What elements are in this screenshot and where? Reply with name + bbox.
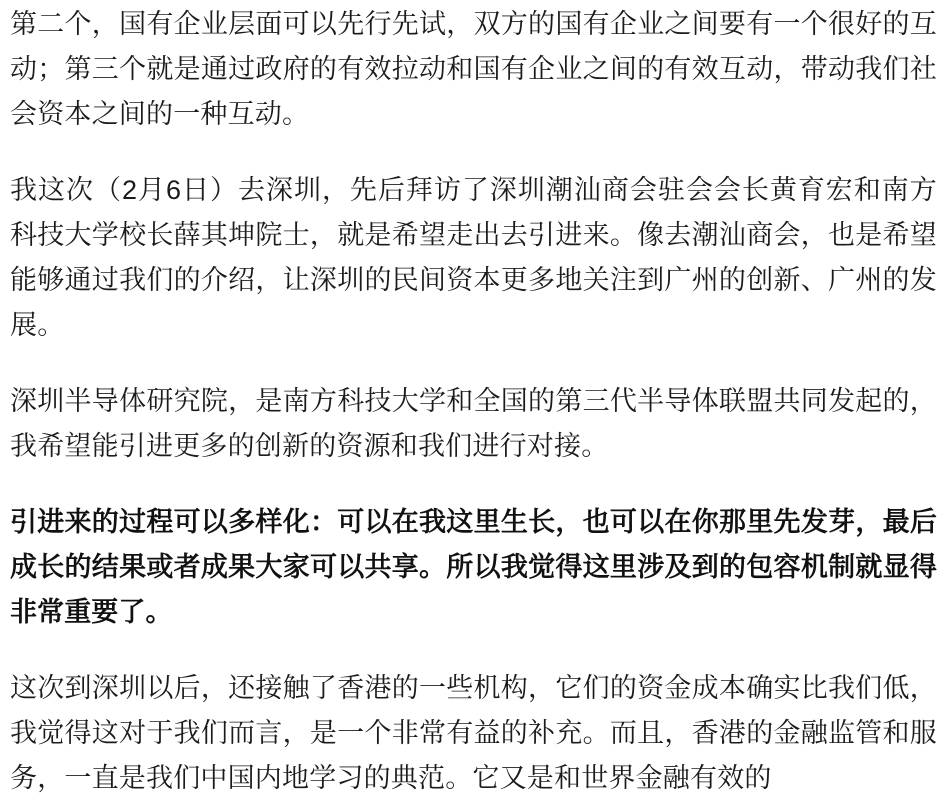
paragraph-5: 这次到深圳以后，还接触了香港的一些机构，它们的资金成本确实比我们低，我觉得这对于我们而言，是一个非常有益的补充。而且，香港的金融监管和服务，一直是我们中国内地学习的典范。它又是和世界金融有效的: [10, 673, 937, 793]
paragraph-3: 深圳半导体研究院，是南方科技大学和全国的第三代半导体联盟共同发起的，我希望能引进更多的创新的资源和我们进行对接。: [10, 386, 937, 461]
paragraph-4-highlight: 引进来的过程可以多样化：可以在我这里生长，也可以在你那里先发芽，最后成长的结果或者成果大家可以共享。所以我觉得这里涉及到的包容机制就显得非常重要了。: [10, 507, 937, 627]
paragraph-2: 我这次（2月6日）去深圳，先后拜访了深圳潮汕商会驻会会长黄育宏和南方科技大学校长薛其坤院士，就是希望走出去引进来。像去潮汕商会，也是希望能够通过我们的介绍，让深圳的民间资本更多地关注到广州的创新、广州的发展。: [10, 175, 937, 340]
paragraph-1: 第二个，国有企业层面可以先行先试，双方的国有企业之间要有一个很好的互动；第三个就是通过政府的有效拉动和国有企业之间的有效互动，带动我们社会资本之间的一种互动。: [10, 9, 937, 129]
